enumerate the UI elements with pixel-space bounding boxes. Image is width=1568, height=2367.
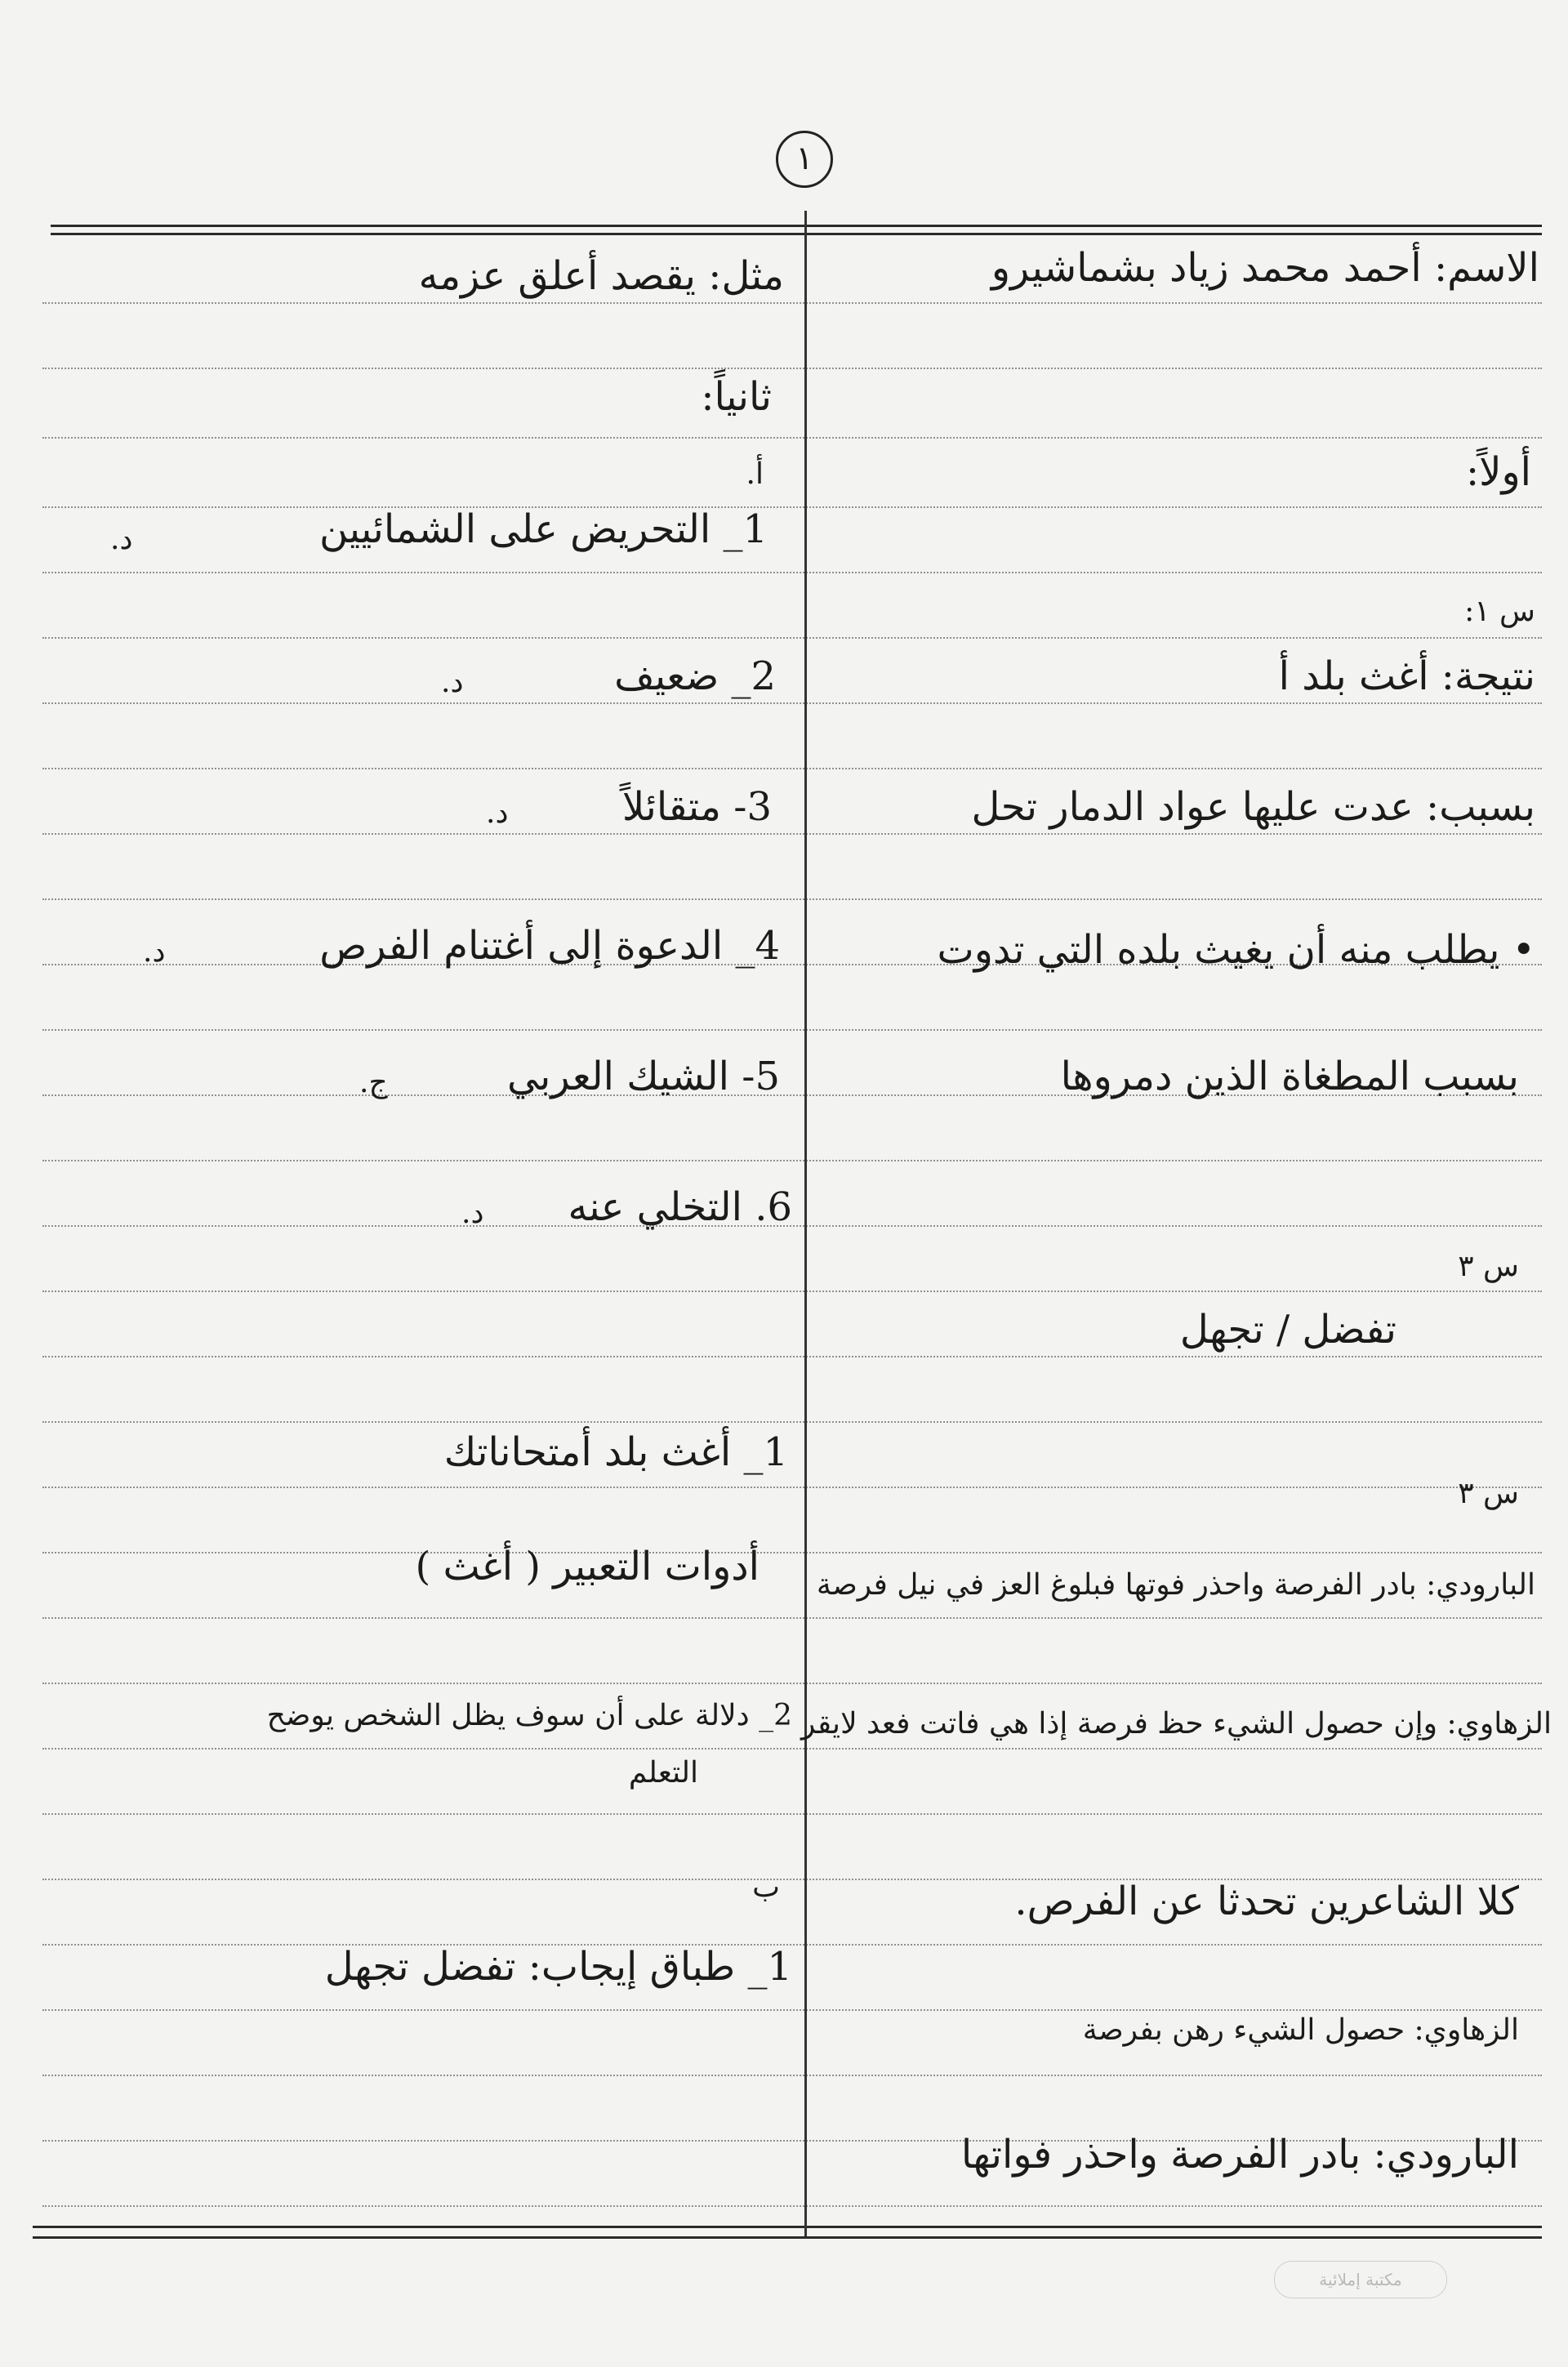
top-border [51, 225, 1542, 227]
column-divider [804, 211, 807, 2236]
ruled-line [42, 1944, 1542, 1946]
answer-item-3: 3- متقائلاً [621, 784, 772, 830]
answer-choice-2: د. [441, 666, 464, 699]
ruled-line [42, 1029, 1542, 1031]
ruled-line [42, 1617, 1542, 1619]
answer-b1: 1_ أغث بلد أمتحاناتك [443, 1429, 788, 1475]
ruled-line [42, 572, 1542, 573]
ruled-line [42, 1290, 1542, 1292]
ruled-line [42, 833, 1542, 835]
bottom-border-2 [33, 2236, 1542, 2239]
answer-choice-1: د. [110, 523, 133, 556]
answer-item-1: 1_ التحريض على الشمائيين [319, 506, 768, 552]
barudi-idea: البارودي: بادر الفرصة واحذر فواتها [960, 2132, 1519, 2178]
section-heading-second: ثانياً: [701, 374, 772, 420]
answer-choice-3: د. [486, 796, 509, 830]
answer-b-item-1: 1_ طباق إيجاب: تفضل تجهل [324, 1944, 792, 1990]
ruled-line [42, 898, 1542, 900]
zahawi-idea: الزهاوي: حصول الشيء رهن بفرصة [1082, 2013, 1519, 2047]
answer-request-continued: بسبب المطغاة الذين دمروها [1060, 1054, 1519, 1099]
answer-choice-6: د. [461, 1197, 484, 1230]
section-heading-first: أولاً: [1465, 449, 1531, 495]
answer-choice-4: د. [143, 935, 166, 969]
question-label: س ١: [1464, 595, 1535, 628]
ruled-line [42, 2205, 1542, 2207]
barudi-verse: البارودي: بادر الفرصة واحذر فوتها فبلوغ العز في نيل فرصة [816, 1568, 1535, 1602]
left-top-line: مثل: يقصد أعلق عزمه [418, 253, 784, 299]
ruled-line [42, 1487, 1542, 1488]
student-name: الاسم: أحمد محمد زياد بشماشيرو [991, 245, 1539, 291]
answer-words: تفضل / تجهل [1179, 1307, 1396, 1353]
answer-request: • يطلب منه أن يغيث بلده التي تدوت [937, 927, 1535, 973]
answer-item-5: 5- الشيك العربي [507, 1054, 780, 1099]
watermark-stamp: مكتبة إملائية [1274, 2261, 1447, 2298]
question-label: س ٣ [1458, 1477, 1519, 1510]
bottom-border [33, 2226, 1542, 2228]
answer-result: نتيجة: أغث بلد أ [1278, 653, 1535, 699]
ruled-line [42, 1160, 1542, 1161]
ruled-line [42, 302, 1542, 304]
page-number: ١ [776, 131, 833, 188]
comparison-statement: كلا الشاعرين تحدثا عن الفرص. [1014, 1879, 1519, 1924]
ruled-line [42, 1421, 1542, 1423]
question-label: س ٣ [1458, 1250, 1519, 1283]
ruled-line [42, 1748, 1542, 1750]
ruled-line [42, 437, 1542, 439]
ruled-line [42, 637, 1542, 639]
ruled-line [42, 1552, 1542, 1553]
part-b-label: ب [752, 1870, 780, 1904]
answer-tools: أدوات التعبير ( أغث ) [415, 1544, 760, 1589]
ruled-line [42, 1813, 1542, 1815]
ruled-line [42, 506, 1542, 508]
answer-item-6: 6. التخلي عنه [568, 1184, 792, 1230]
answer-item-2: 2_ ضعيف [614, 653, 776, 699]
ruled-line [42, 768, 1542, 769]
ruled-line [42, 702, 1542, 704]
top-border-2 [51, 233, 1542, 235]
ruled-line [42, 1356, 1542, 1357]
answer-cause: بسبب: عدت عليها عواد الدمار تحل [971, 784, 1535, 830]
ruled-line [42, 368, 1542, 369]
answer-choice-5: ج. [359, 1066, 388, 1099]
ruled-line [42, 1683, 1542, 1684]
zahawi-verse: الزهاوي: وإن حصول الشيء حظ فرصة إذا هي فاتت فعد لايقر [800, 1707, 1552, 1741]
ruled-line [42, 2075, 1542, 2076]
ruled-line [42, 1225, 1542, 1227]
part-a-label: أ. [746, 457, 764, 491]
answer-item-4: 4_ الدعوة إلى أغتنام الفرص [319, 923, 780, 969]
answer-b2: 2_ دلالة على أن سوف يظل الشخص يوضح [266, 1699, 792, 1732]
answer-b2-continued: التعلم [628, 1756, 698, 1790]
ruled-line [42, 2009, 1542, 2011]
